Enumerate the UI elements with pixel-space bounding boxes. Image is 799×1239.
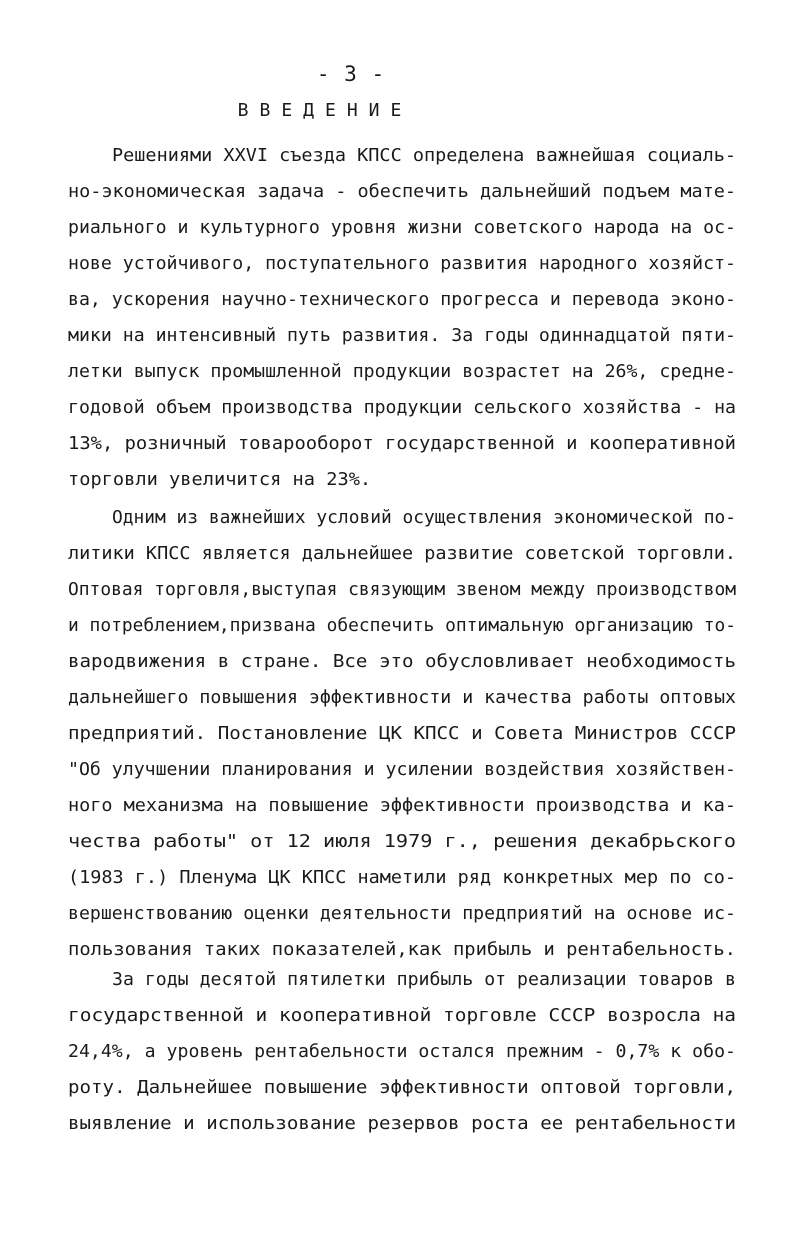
text-line: чества работы" от 12 июля 1979 г., решения декабрьского <box>68 832 737 852</box>
text-line: (1983 г.) Пленума ЦК КПСС наметили ряд конкретных мер по со- <box>68 868 737 888</box>
text-line: нове устойчивого, поступательного развития народного хозяйст- <box>68 254 736 274</box>
text-line: литики КПСС является дальнейшее развитие советской торговли. <box>68 544 737 564</box>
text-line: летки выпуск промышленной продукции возрастет на 26%, средне- <box>68 362 736 382</box>
text-line: вародвижения в стране. Все это обусловливает необходимость <box>68 652 736 672</box>
text-line: мики на интенсивный путь развития. За годы одиннадцатой пяти- <box>68 326 736 346</box>
text-line: риального и культурного уровня жизни советского народа на ос- <box>68 218 736 238</box>
text-line: "Об улучшении планирования и усилении воздействия хозяйствен- <box>68 760 736 780</box>
text-line: торговли увеличится на 23%. <box>68 470 372 490</box>
text-line: За годы десятой пятилетки прибыль от реализации товаров в <box>112 970 736 990</box>
text-line: дальнейшего повышения эффективности и качества работы оптовых <box>68 688 736 708</box>
text-line: годовой объем производства продукции сельского хозяйства - на <box>68 398 736 418</box>
text-line: Решениями XXVI съезда КПСС определена важнейшая социаль- <box>112 146 737 166</box>
text-line: и потреблением,призвана обеспечить оптимальную организацию то- <box>68 616 737 636</box>
text-line: ва, ускорения научно-технического прогресса и перевода эконо- <box>68 290 736 310</box>
text-line: 24,4%, а уровень рентабельности остался прежним - 0,7% к обо- <box>68 1042 736 1062</box>
text-line: предприятий. Постановление ЦК КПСС и Совета Министров СССР <box>68 724 736 744</box>
section-heading: ВВЕДЕНИЕ <box>237 100 413 121</box>
text-line: пользования таких показателей,как прибыль и рентабельность. <box>68 940 737 960</box>
text-line: но-экономическая задача - обеспечить дальнейший подъем мате- <box>68 182 737 202</box>
text-line: выявление и использование резервов роста ее рентабельности <box>68 1114 736 1134</box>
text-line: ного механизма на повышение эффективности производства и ка- <box>68 796 737 816</box>
text-line: Оптовая торговля,выступая связующим звеном между производством <box>68 580 737 600</box>
text-line: вершенствованию оценки деятельности предприятий на основе ис- <box>68 904 736 924</box>
text-line: роту. Дальнейшее повышение эффективности оптовой торговли, <box>68 1078 736 1098</box>
page-number: - 3 - <box>316 62 386 86</box>
text-line: государственной и кооперативной торговле СССР возросла на <box>68 1006 737 1026</box>
text-line: 13%, розничный товарооборот государственной и кооперативной <box>68 434 737 454</box>
text-line: Одним из важнейших условий осуществления экономической по- <box>112 508 737 528</box>
